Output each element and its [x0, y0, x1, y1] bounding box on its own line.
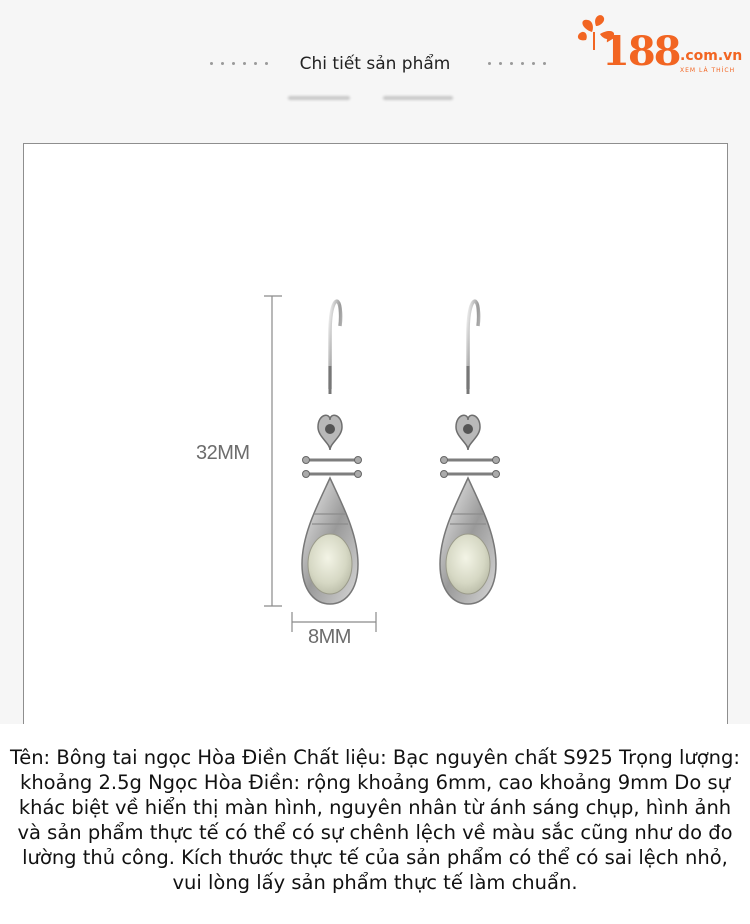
logo-tagline: XEM LÀ THÍCH — [680, 67, 736, 74]
blurred-subtitle-left — [288, 96, 350, 104]
logo-number: 188 — [602, 28, 680, 75]
earring-right — [440, 301, 500, 604]
height-measurement-label: 32MM — [196, 442, 250, 464]
product-image — [23, 143, 728, 743]
earrings-illustration — [24, 144, 729, 744]
product-description: Tên: Bông tai ngọc Hòa Điền Chất liệu: Bạc nguyên chất S925 Trọng lượng: khoảng 2.5g Ngọc Hòa Điền: rộng khoảng 6mm, cao khoảng 9mm Do sự khác biệt về hiển thị màn hình, nguyên nhân từ ánh sáng chụp, hình ảnh và sản phẩm thực tế có thể có sự chênh lệch về màu sắc cũng như do đo lường thủ công. Kích thước thực tế của sản phẩm có thể có sai lệch nhỏ, vui lòng lấy sản phẩm thực tế làm chuẩn. — [0, 724, 750, 924]
height-dimension-line — [264, 296, 282, 606]
section-title: Chi tiết sản phẩm — [299, 54, 451, 74]
width-measurement-label: 8MM — [308, 626, 351, 648]
earring-left — [302, 301, 362, 604]
blurred-subtitle-right — [383, 96, 453, 104]
brand-logo[interactable] — [574, 10, 746, 82]
decorative-dots-right — [488, 62, 546, 68]
logo-domain: .com.vn — [680, 48, 743, 64]
